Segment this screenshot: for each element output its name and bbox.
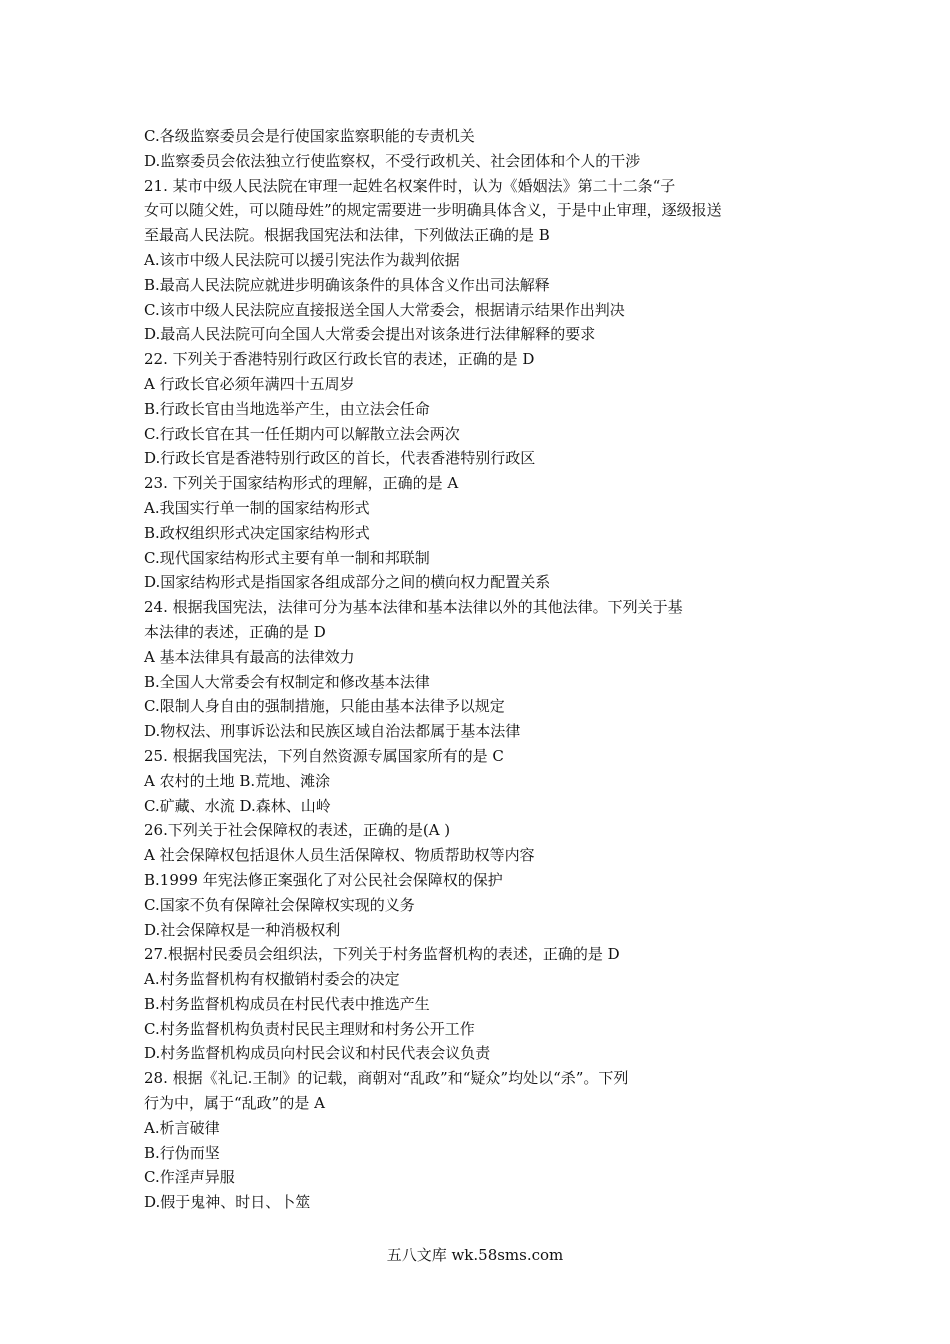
text-line: 至最高人民法院。根据我国宪法和法律，下列做法正确的是 B bbox=[144, 226, 550, 245]
text-line: C.现代国家结构形式主要有单一制和邦联制 bbox=[144, 548, 430, 567]
text-line: D.物权法、刑事诉讼法和民族区域自治法都属于基本法律 bbox=[144, 722, 521, 741]
text-line: D.行政长官是香港特别行政区的首长，代表香港特别行政区 bbox=[144, 449, 536, 468]
text-line: A 行政长官必须年满四十五周岁 bbox=[144, 374, 355, 393]
text-line: B.最高人民法院应就进步明确该条件的具体含义作出司法解释 bbox=[144, 275, 550, 294]
text-line: A.我国实行单一制的国家结构形式 bbox=[144, 498, 370, 517]
text-line: 女可以随父姓，可以随母姓”的规定需要进一步明确具体含义，于是中止审理，逐级报送 bbox=[144, 201, 722, 220]
text-line: 21. 某市中级人民法院在审理一起姓名权案件时，认为《婚姻法》第二十二条“子 bbox=[144, 176, 676, 195]
text-line: 23. 下列关于国家结构形式的理解，正确的是 A bbox=[144, 474, 459, 493]
text-line: C.限制人身自由的强制措施，只能由基本法律予以规定 bbox=[144, 697, 505, 716]
text-line: 行为中，属于“乱政”的是 A bbox=[144, 1094, 325, 1113]
text-line: D.假于鬼神、时日、卜筮 bbox=[144, 1193, 311, 1212]
text-line: 28. 根据《礼记.王制》的记载，商朝对“乱政”和“疑众”均处以“杀”。下列 bbox=[144, 1069, 629, 1088]
text-line: D.最高人民法院可向全国人大常委会提出对该条进行法律解释的要求 bbox=[144, 325, 596, 344]
text-line: A.析言破律 bbox=[144, 1118, 220, 1137]
text-line: C.该市中级人民法院应直接报送全国人大常委会，根据请示结果作出判决 bbox=[144, 300, 625, 319]
text-line: 27.根据村民委员会组织法，下列关于村务监督机构的表述，正确的是 D bbox=[144, 945, 620, 964]
text-line: B.全国人大常委会有权制定和修改基本法律 bbox=[144, 672, 430, 691]
text-line: D.村务监督机构成员向村民会议和村民代表会议负责 bbox=[144, 1044, 491, 1063]
text-line: C.行政长官在其一任任期内可以解散立法会两次 bbox=[144, 424, 460, 443]
question-text-block bbox=[144, 124, 824, 1215]
text-line: A.村务监督机构有权撤销村委会的决定 bbox=[144, 970, 400, 989]
text-line: C.国家不负有保障社会保障权实现的义务 bbox=[144, 895, 415, 914]
text-line: B.行伪而坚 bbox=[144, 1143, 220, 1162]
text-line: B.村务监督机构成员在村民代表中推选产生 bbox=[144, 994, 430, 1013]
text-line: 本法律的表述，正确的是 D bbox=[144, 622, 326, 641]
text-line: 22. 下列关于香港特别行政区行政长官的表述，正确的是 D bbox=[144, 350, 535, 369]
text-line: B.1999 年宪法修正案强化了对公民社会保障权的保护 bbox=[144, 870, 503, 889]
text-line: 24. 根据我国宪法，法律可分为基本法律和基本法律以外的其他法律。下列关于基 bbox=[144, 598, 683, 617]
page-footer-watermark: 五八文库 wk.58sms.com bbox=[386, 1246, 564, 1264]
text-line: D.社会保障权是一种消极权利 bbox=[144, 920, 341, 939]
text-line: A 农村的土地 B.荒地、滩涂 bbox=[144, 771, 331, 790]
text-line: C.矿藏、水流 D.森林、山岭 bbox=[144, 796, 331, 815]
text-line: A 社会保障权包括退休人员生活保障权、物质帮助权等内容 bbox=[144, 846, 535, 865]
text-line: C.村务监督机构负责村民民主理财和村务公开工作 bbox=[144, 1019, 475, 1038]
text-line: A.该市中级人民法院可以援引宪法作为裁判依据 bbox=[144, 250, 460, 269]
text-line: B.行政长官由当地选举产生，由立法会任命 bbox=[144, 399, 430, 418]
text-line: D.国家结构形式是指国家各组成部分之间的横向权力配置关系 bbox=[144, 573, 551, 592]
text-line: C.各级监察委员会是行使国家监察职能的专责机关 bbox=[144, 127, 475, 145]
text-line: B.政权组织形式决定国家结构形式 bbox=[144, 523, 370, 542]
text-line: C.作淫声异服 bbox=[144, 1168, 235, 1187]
text-line: A 基本法律具有最高的法律效力 bbox=[144, 647, 355, 666]
text-line: 25. 根据我国宪法，下列自然资源专属国家所有的是 C bbox=[144, 746, 504, 765]
text-line: 26.下列关于社会保障权的表述，正确的是(A ) bbox=[144, 821, 451, 840]
text-line: D.监察委员会依法独立行使监察权，不受行政机关、社会团体和个人的干涉 bbox=[144, 151, 641, 170]
